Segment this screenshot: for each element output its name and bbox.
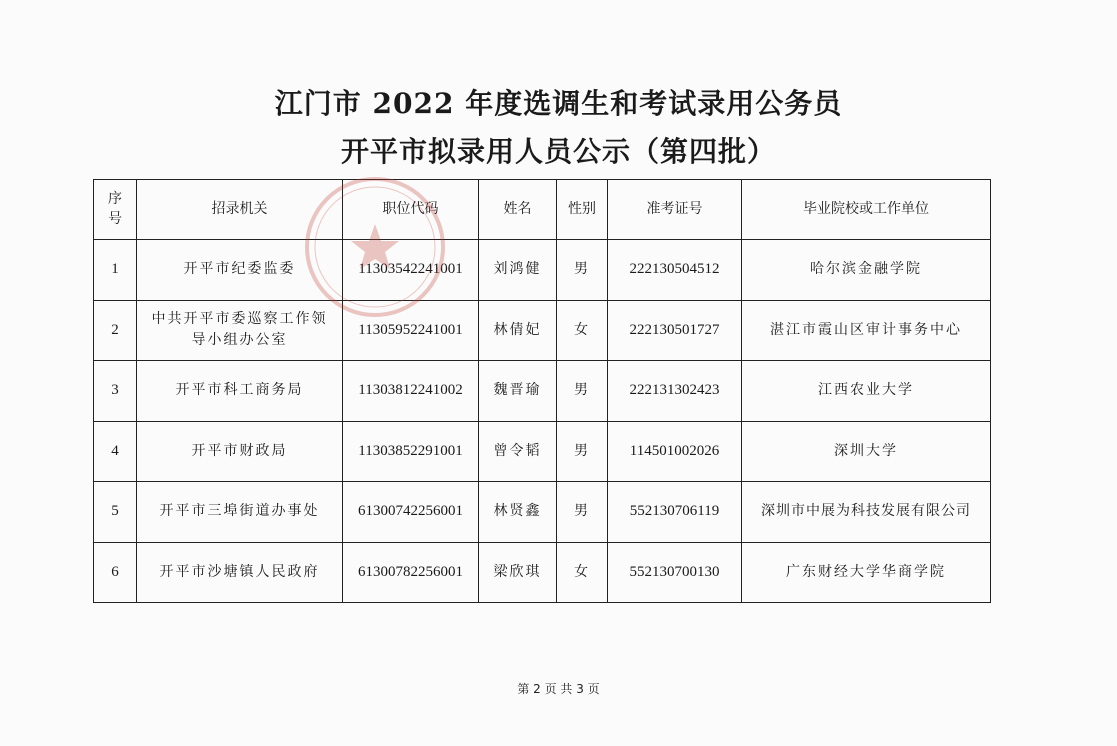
row-ticket: 222130504512 bbox=[608, 240, 742, 301]
row-agency: 中共开平市委巡察工作领导小组办公室 bbox=[137, 300, 343, 361]
row-agency: 开平市三埠街道办事处 bbox=[137, 482, 343, 543]
row-school: 广东财经大学华商学院 bbox=[742, 542, 991, 603]
row-name: 刘鸿健 bbox=[479, 240, 557, 301]
row-position-code: 11305952241001 bbox=[343, 300, 479, 361]
table-row bbox=[94, 482, 991, 543]
page-number: 第 2 页 共 3 页 bbox=[517, 682, 600, 696]
table-row bbox=[94, 542, 991, 603]
row-position-code: 61300742256001 bbox=[343, 482, 479, 543]
row-gender: 男 bbox=[557, 482, 608, 543]
header-school: 毕业院校或工作单位 bbox=[742, 180, 991, 240]
row-ticket: 552130700130 bbox=[608, 542, 742, 603]
row-name: 曾令韬 bbox=[479, 421, 557, 482]
row-name: 梁欣琪 bbox=[479, 542, 557, 603]
row-school: 江西农业大学 bbox=[742, 361, 991, 422]
header-position-code: 职位代码 bbox=[343, 180, 479, 240]
row-gender: 男 bbox=[557, 240, 608, 301]
row-gender: 男 bbox=[557, 361, 608, 422]
row-ticket: 222130501727 bbox=[608, 300, 742, 361]
row-name: 林贤鑫 bbox=[479, 482, 557, 543]
document-title-line-2: 开平市拟录用人员公示（第四批） bbox=[340, 135, 776, 168]
header-ticket: 准考证号 bbox=[608, 180, 742, 240]
table-row bbox=[94, 300, 991, 361]
row-ticket: 222131302423 bbox=[608, 361, 742, 422]
row-position-code: 11303542241001 bbox=[343, 240, 479, 301]
row-ticket: 114501002026 bbox=[608, 421, 742, 482]
admission-roster-table bbox=[93, 179, 991, 603]
row-gender: 女 bbox=[557, 542, 608, 603]
row-school: 深圳大学 bbox=[742, 421, 991, 482]
row-index: 6 bbox=[94, 542, 137, 603]
row-index: 2 bbox=[94, 300, 137, 361]
row-agency: 开平市纪委监委 bbox=[137, 240, 343, 301]
row-index: 3 bbox=[94, 361, 137, 422]
row-agency: 开平市沙塘镇人民政府 bbox=[137, 542, 343, 603]
row-school: 哈尔滨金融学院 bbox=[742, 240, 991, 301]
row-name: 魏晋瑜 bbox=[479, 361, 557, 422]
row-index: 5 bbox=[94, 482, 137, 543]
row-gender: 女 bbox=[557, 300, 608, 361]
header-gender: 性别 bbox=[557, 180, 608, 240]
row-index: 4 bbox=[94, 421, 137, 482]
header-agency: 招录机关 bbox=[137, 180, 343, 240]
table-header-row bbox=[94, 180, 991, 240]
row-position-code: 61300782256001 bbox=[343, 542, 479, 603]
row-name: 林倩妃 bbox=[479, 300, 557, 361]
table-row bbox=[94, 421, 991, 482]
row-position-code: 11303852291001 bbox=[343, 421, 479, 482]
row-agency: 开平市科工商务局 bbox=[137, 361, 343, 422]
row-school: 湛江市霞山区审计事务中心 bbox=[742, 300, 991, 361]
row-ticket: 552130706119 bbox=[608, 482, 742, 543]
row-position-code: 11303812241002 bbox=[343, 361, 479, 422]
row-agency: 开平市财政局 bbox=[137, 421, 343, 482]
header-name: 姓名 bbox=[479, 180, 557, 240]
row-school: 深圳市中展为科技发展有限公司 bbox=[742, 482, 991, 543]
table-row bbox=[94, 361, 991, 422]
document-title-line-1: 江门市 2022 年度选调生和考试录用公务员 bbox=[274, 87, 843, 120]
row-gender: 男 bbox=[557, 421, 608, 482]
header-index: 序号 bbox=[94, 180, 137, 240]
table-row bbox=[94, 240, 991, 301]
row-index: 1 bbox=[94, 240, 137, 301]
